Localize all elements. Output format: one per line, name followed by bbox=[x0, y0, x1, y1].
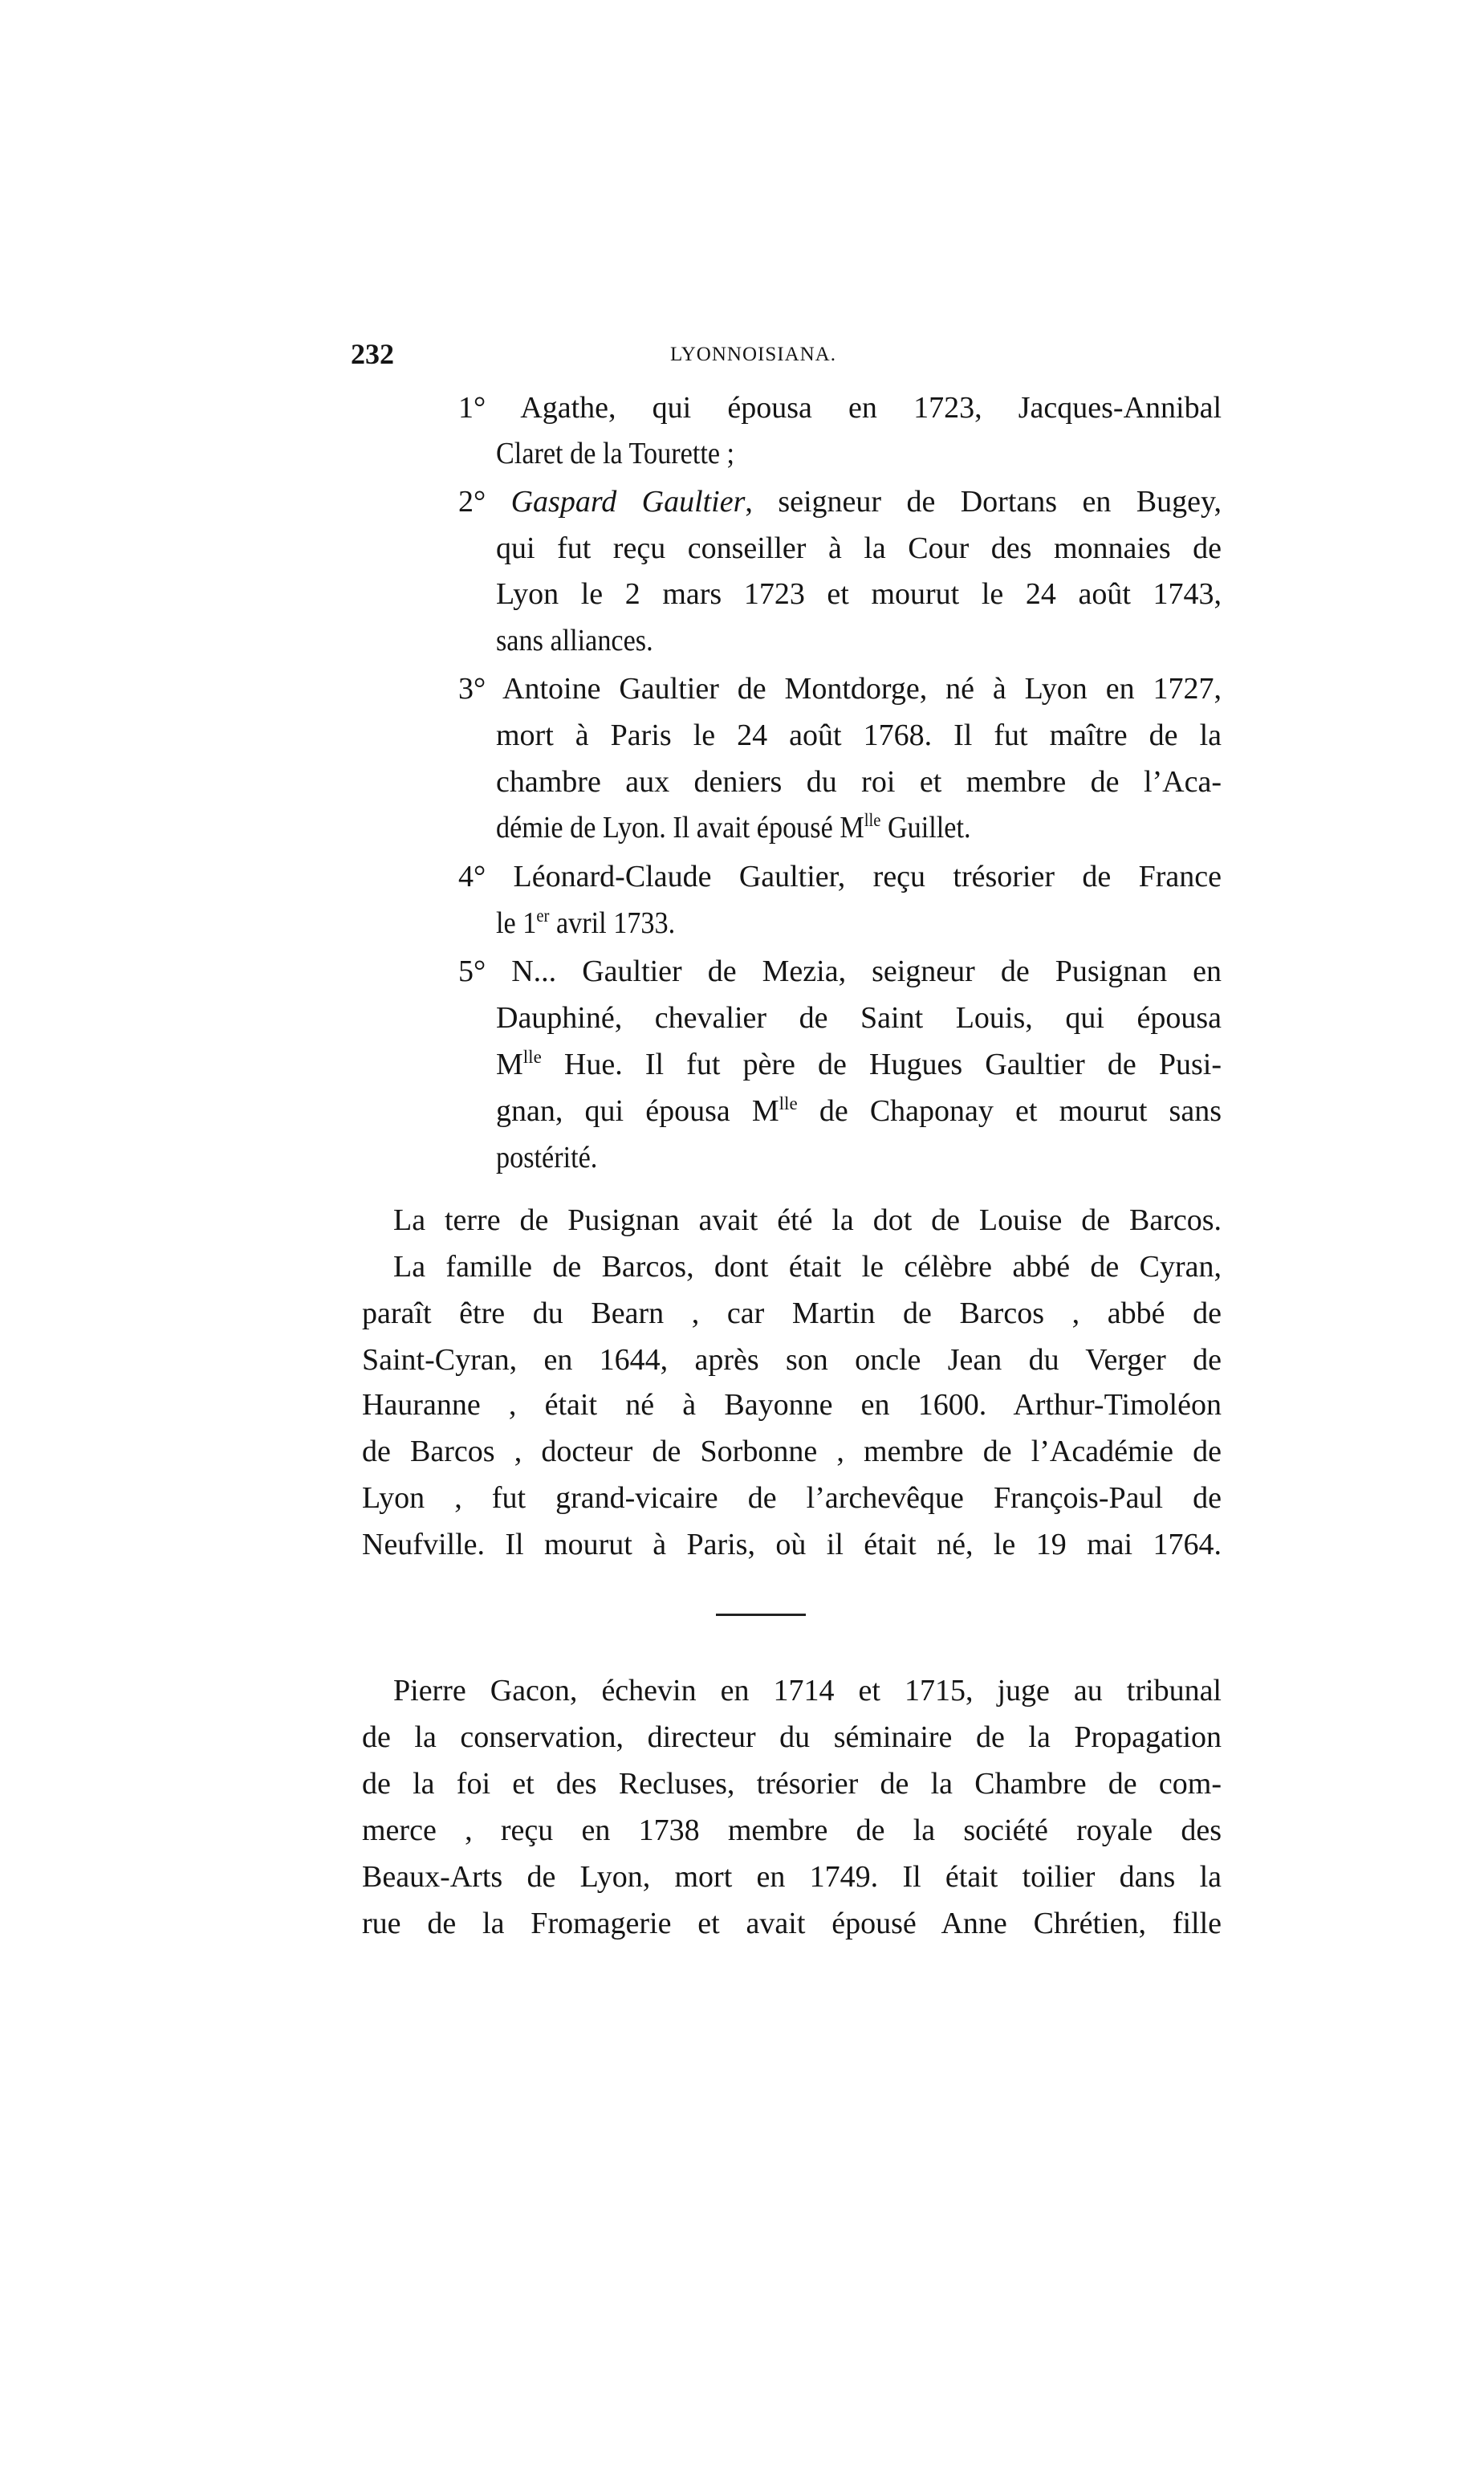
text-run: Neufville. Il mourut à Paris, où il était né, le 19 mai 1764. bbox=[362, 1528, 1222, 1561]
text-line bbox=[496, 434, 734, 474]
text-run: La terre de Pusignan avait été la dot de Louise de Barcos. bbox=[393, 1203, 1222, 1237]
section-divider bbox=[716, 1614, 806, 1616]
text-line bbox=[458, 951, 1222, 991]
text-run: Pierre Gacon, échevin en 1714 et 1715, juge au tribunal bbox=[393, 1674, 1222, 1708]
text-line bbox=[496, 808, 971, 848]
text-line bbox=[362, 1385, 1222, 1425]
text-line bbox=[393, 1247, 1222, 1287]
text-run: La famille de Barcos, dont était le célèbre abbé de Cyran, bbox=[393, 1250, 1222, 1284]
text-line bbox=[496, 574, 1222, 614]
text-line bbox=[496, 1044, 1222, 1085]
text-line bbox=[496, 621, 653, 661]
text-run: Claret de la Tourette ; bbox=[496, 437, 735, 470]
text-run: Lyon le 2 mars 1723 et mourut le 24 août 1743, bbox=[496, 577, 1222, 611]
text-line bbox=[362, 1810, 1222, 1850]
text-run: 5° N... Gaultier de Mezia, seigneur de Pusignan en bbox=[458, 955, 1222, 988]
text-run: de la conservation, directeur du séminaire de la Propagation bbox=[362, 1720, 1222, 1754]
superscript: lle bbox=[864, 810, 881, 830]
text-line bbox=[458, 482, 1222, 522]
superscript: lle bbox=[779, 1093, 798, 1113]
text-run: , seigneur de Dortans en Bugey, bbox=[745, 485, 1222, 519]
text-run: de la foi et des Recluses, trésorier de la Chambre de com- bbox=[362, 1767, 1222, 1801]
text-line bbox=[496, 715, 1222, 755]
text-run: de Chaponay et mourut sans bbox=[797, 1094, 1222, 1128]
text-line bbox=[496, 762, 1222, 802]
text-run: 2° bbox=[458, 485, 511, 519]
text-run: merce , reçu en 1738 membre de la société royale des bbox=[362, 1813, 1222, 1847]
text-run: qui fut reçu conseiller à la Cour des monnaies de bbox=[496, 531, 1222, 565]
text-line bbox=[362, 1524, 1222, 1565]
text-line bbox=[362, 1293, 1222, 1333]
text-run: paraît être du Bearn , car Martin de Barcos , abbé de bbox=[362, 1296, 1222, 1330]
text-line bbox=[496, 528, 1222, 568]
text-run: 1° Agathe, qui épousa en 1723, Jacques-Annibal bbox=[458, 391, 1222, 425]
text-run: postérité. bbox=[496, 1141, 598, 1174]
text-line bbox=[458, 669, 1222, 709]
text-line bbox=[458, 857, 1222, 897]
italic-name: Gaspard Gaultier bbox=[510, 485, 746, 519]
text-line bbox=[393, 1671, 1222, 1711]
text-run: chambre aux deniers du roi et membre de l’Aca- bbox=[496, 765, 1222, 799]
text-run: sans alliances. bbox=[496, 624, 653, 657]
text-line bbox=[362, 1478, 1222, 1518]
text-run: démie de Lyon. Il avait épousé M bbox=[496, 811, 864, 845]
text-run: Dauphiné, chevalier de Saint Louis, qui épousa bbox=[496, 1001, 1222, 1035]
text-line bbox=[362, 1340, 1222, 1380]
text-run: 3° Antoine Gaultier de Montdorge, né à Lyon en 1727, bbox=[458, 672, 1222, 706]
text-run: Hue. Il fut père de Hugues Gaultier de Pusi- bbox=[541, 1048, 1222, 1081]
running-title: LYONNOISIANA. bbox=[669, 344, 836, 365]
text-line bbox=[458, 388, 1222, 428]
text-run: Hauranne , était né à Bayonne en 1600. Arthur-Timoléon bbox=[362, 1388, 1222, 1422]
text-run: M bbox=[496, 1048, 523, 1081]
text-run: mort à Paris le 24 août 1768. Il fut maître de la bbox=[496, 718, 1222, 752]
text-run: gnan, qui épousa M bbox=[496, 1094, 779, 1128]
text-run: Lyon , fut grand-vicaire de l’archevêque François-Paul de bbox=[362, 1481, 1222, 1515]
superscript: er bbox=[536, 906, 550, 926]
text-run: Guillet. bbox=[880, 811, 971, 845]
text-run: de Barcos , docteur de Sorbonne , membre de l’Académie de bbox=[362, 1435, 1222, 1468]
text-run: Saint-Cyran, en 1644, après son oncle Jean du Verger de bbox=[362, 1343, 1222, 1377]
text-run: Beaux-Arts de Lyon, mort en 1749. Il était toilier dans la bbox=[362, 1860, 1222, 1894]
superscript: lle bbox=[522, 1047, 542, 1067]
text-run: le 1 bbox=[496, 906, 537, 940]
text-line bbox=[393, 1200, 1222, 1240]
text-line bbox=[362, 1431, 1222, 1471]
text-line bbox=[496, 903, 675, 943]
page-number: 232 bbox=[351, 338, 394, 370]
text-line bbox=[496, 1091, 1222, 1131]
text-line bbox=[362, 1764, 1222, 1804]
text-run: 4° Léonard-Claude Gaultier, reçu trésorier de France bbox=[458, 860, 1222, 893]
text-line bbox=[362, 1857, 1222, 1897]
text-run: rue de la Fromagerie et avait épousé Anne Chrétien, fille bbox=[362, 1907, 1222, 1940]
text-line bbox=[496, 1138, 597, 1178]
text-line bbox=[496, 998, 1222, 1038]
text-line bbox=[362, 1717, 1222, 1757]
text-line bbox=[362, 1903, 1222, 1944]
text-run: avril 1733. bbox=[549, 906, 676, 940]
